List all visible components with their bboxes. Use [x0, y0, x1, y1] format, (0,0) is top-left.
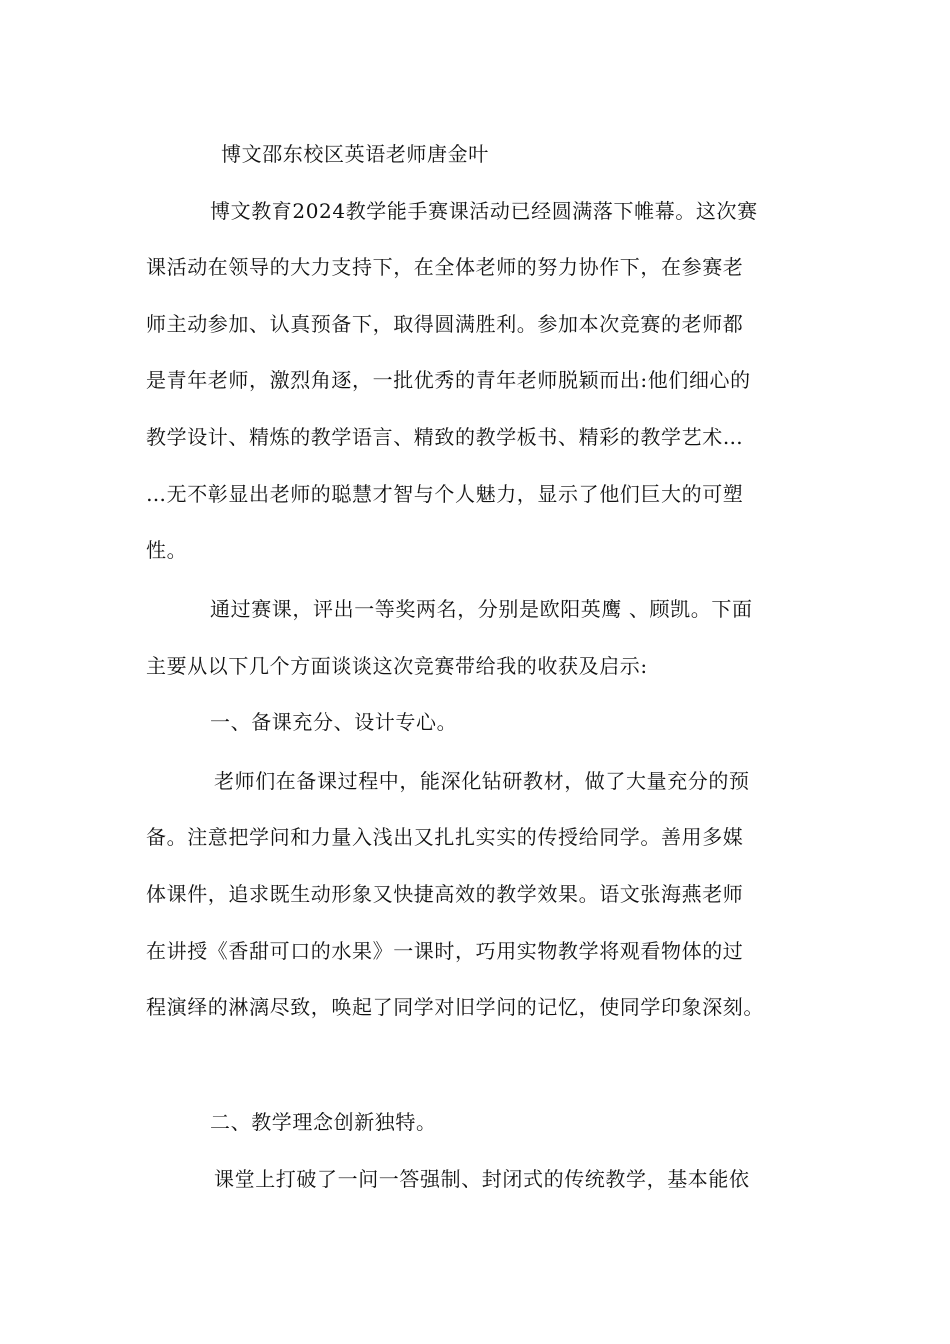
- paragraph-line: …无不彰显出老师的聪慧才智与个人魅力，显示了他们巨大的可塑: [146, 482, 744, 506]
- section-heading-2: 二、教学理念创新独特。: [210, 1110, 437, 1134]
- paragraph-line: 程演绎的淋漓尽致，唤起了同学对旧学问的记忆，使同学印象深刻。: [146, 995, 764, 1019]
- author-line: 博文邵东校区英语老师唐金叶: [221, 142, 489, 166]
- section-heading-1: 一、备课充分、设计专心。: [210, 710, 458, 734]
- paragraph-line: 课堂上打破了一问一答强制、封闭式的传统教学，基本能依: [214, 1167, 750, 1191]
- paragraph-line: 主要从以下几个方面谈谈这次竞赛带给我的收获及启示:: [146, 654, 648, 678]
- paragraph-line: 在讲授《香甜可口的水果》一课时，巧用实物教学将观看物体的过: [146, 939, 744, 963]
- paragraph-line: 教学设计、精炼的教学语言、精致的教学板书、精彩的教学艺术…: [146, 425, 744, 449]
- paragraph-line: 师主动参加、认真预备下，取得圆满胜利。参加本次竞赛的老师都: [146, 312, 744, 336]
- paragraph-line: 通过赛课，评出一等奖两名，分别是欧阳英鹰 、顾凯。下面: [210, 597, 753, 621]
- paragraph-line: 博文教育2024教学能手赛课活动已经圆满落下帷幕。这次赛: [210, 199, 758, 223]
- paragraph-line: 是青年老师，激烈角逐，一批优秀的青年老师脱颖而出:他们细心的: [146, 368, 751, 392]
- paragraph-line: 备。注意把学问和力量入浅出又扎扎实实的传授给同学。善用多媒: [146, 825, 744, 849]
- paragraph-line: 课活动在领导的大力支持下，在全体老师的努力协作下，在参赛老: [146, 255, 744, 279]
- paragraph-line: 性。: [146, 538, 188, 562]
- paragraph-line: 体课件，追求既生动形象又快捷高效的教学效果。语文张海燕老师: [146, 882, 744, 906]
- paragraph-line: 老师们在备课过程中，能深化钻研教材，做了大量充分的预: [214, 769, 750, 793]
